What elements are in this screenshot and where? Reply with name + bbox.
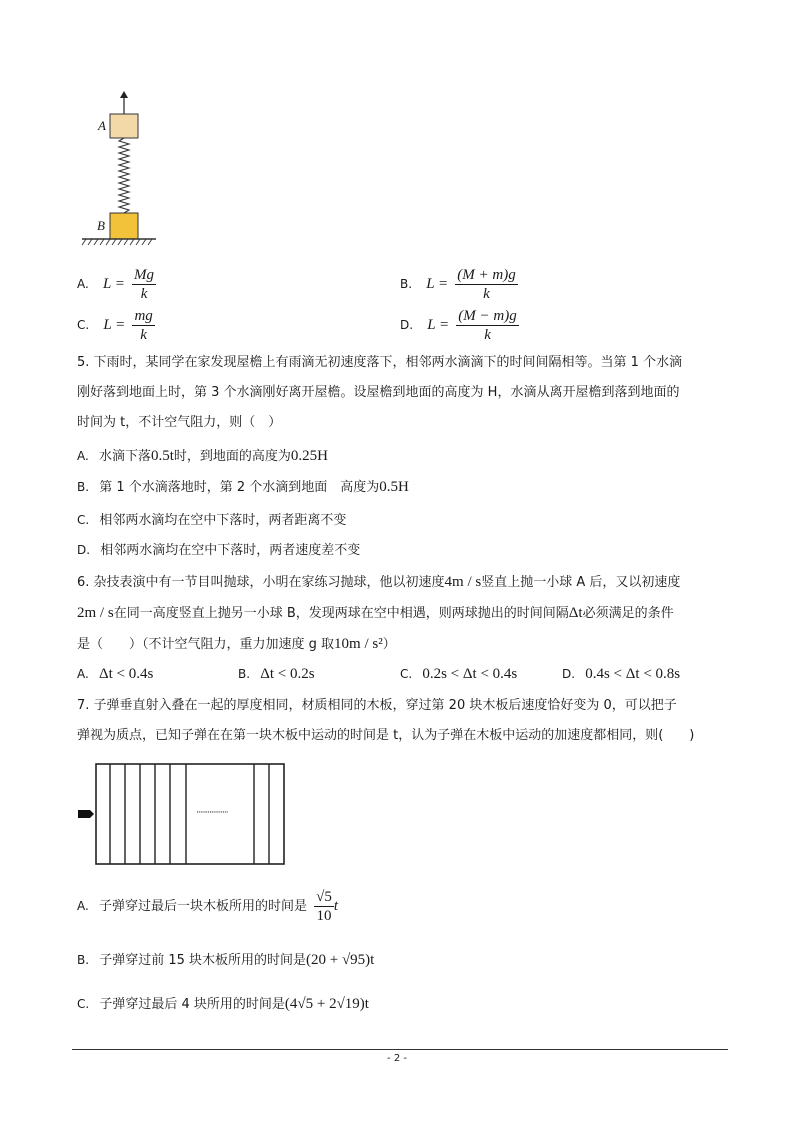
q6-stem-line1: 6. 杂技表演中有一节目叫抛球，小明在家练习抛球，他以初速度4m / s竖直上抛一小球 A 后，又以初速度 <box>77 574 681 590</box>
q7-stem-line2: 弹视为质点，已知子弹在在第一块木板中运动的时间是 t，认为子弹在木板中运动的加速度都相同，则( ) <box>77 728 695 743</box>
spring-block-figure <box>78 88 158 248</box>
omitted-boards-dots: ················· <box>196 808 228 818</box>
q6-option-b: B. Δt < 0.2s <box>238 666 315 682</box>
q4-option-a: A. L = $\frac{Mg}{k}$ <box>77 267 155 302</box>
q5-option-d: D. 相邻两水滴均在空中下落时，两者速度差不变 <box>77 543 361 558</box>
page-number: - 2 - <box>387 1053 407 1064</box>
q7-stem-line1: 7. 子弹垂直射入叠在一起的厚度相同，材质相同的木板，穿过第 20 块木板后速度恰好变为 0，可以把子 <box>77 698 677 713</box>
q5-stem-line2: 刚好落到地面上时，第 3 个水滴刚好离开屋檐。设屋檐到地面的高度为 H，水滴从离开屋檐到落到地面的 <box>77 385 680 400</box>
wooden-boards-figure <box>74 760 289 866</box>
q4-option-b: B. L = $\frac{(M + m)g}{k}$ <box>400 267 516 302</box>
q5-option-b: B. 第 1 个水滴落地时，第 2 个水滴到地面 高度为0.5H <box>77 479 409 495</box>
block-b-label: B <box>97 218 105 233</box>
q6-option-d: D. 0.4s < Δt < 0.8s <box>562 666 681 682</box>
q6-stem-line3: 是（ ）（不计空气阻力，重力加速度 g 取10m / s²） <box>77 636 396 652</box>
q4-option-c: C. L = $\frac{mg}{k}$ <box>77 308 153 343</box>
q4-option-d: D. L = $\frac{(M - m)g}{k}$ <box>400 308 517 343</box>
block-a-label: A <box>98 118 106 133</box>
q5-option-a: A. 水滴下落0.5t时，到地面的高度为0.25H <box>77 448 328 464</box>
q7-option-b: B. 子弹穿过前 15 块木板所用的时间是(20 + √95)t <box>77 952 375 968</box>
footer-rule <box>72 1049 728 1050</box>
q5-stem-line1: 5. 下雨时，某同学在家发现屋檐上有雨滴无初速度落下，相邻两水滴滴下的时间间隔相等。当第 1 个水滴 <box>77 355 683 370</box>
q7-option-a: A. 子弹穿过最后一块木板所用的时间是 $\frac{√5}{10}$ t <box>77 889 339 924</box>
q6-stem-line2: 2m / s在同一高度竖直上抛另一小球 B，发现两球在空中相遇，则两球抛出的时间间隔Δt必须满足的条件 <box>77 605 674 621</box>
q5-stem-line3: 时间为 t，不计空气阻力，则（ ） <box>77 415 282 430</box>
q6-option-a: A. Δt < 0.4s <box>77 666 154 682</box>
q6-option-c: C. 0.2s < Δt < 0.4s <box>400 666 518 682</box>
q7-option-c: C. 子弹穿过最后 4 块所用的时间是(4√5 + 2√19)t <box>77 996 369 1012</box>
q5-option-c: C. 相邻两水滴均在空中下落时，两者距离不变 <box>77 513 347 528</box>
